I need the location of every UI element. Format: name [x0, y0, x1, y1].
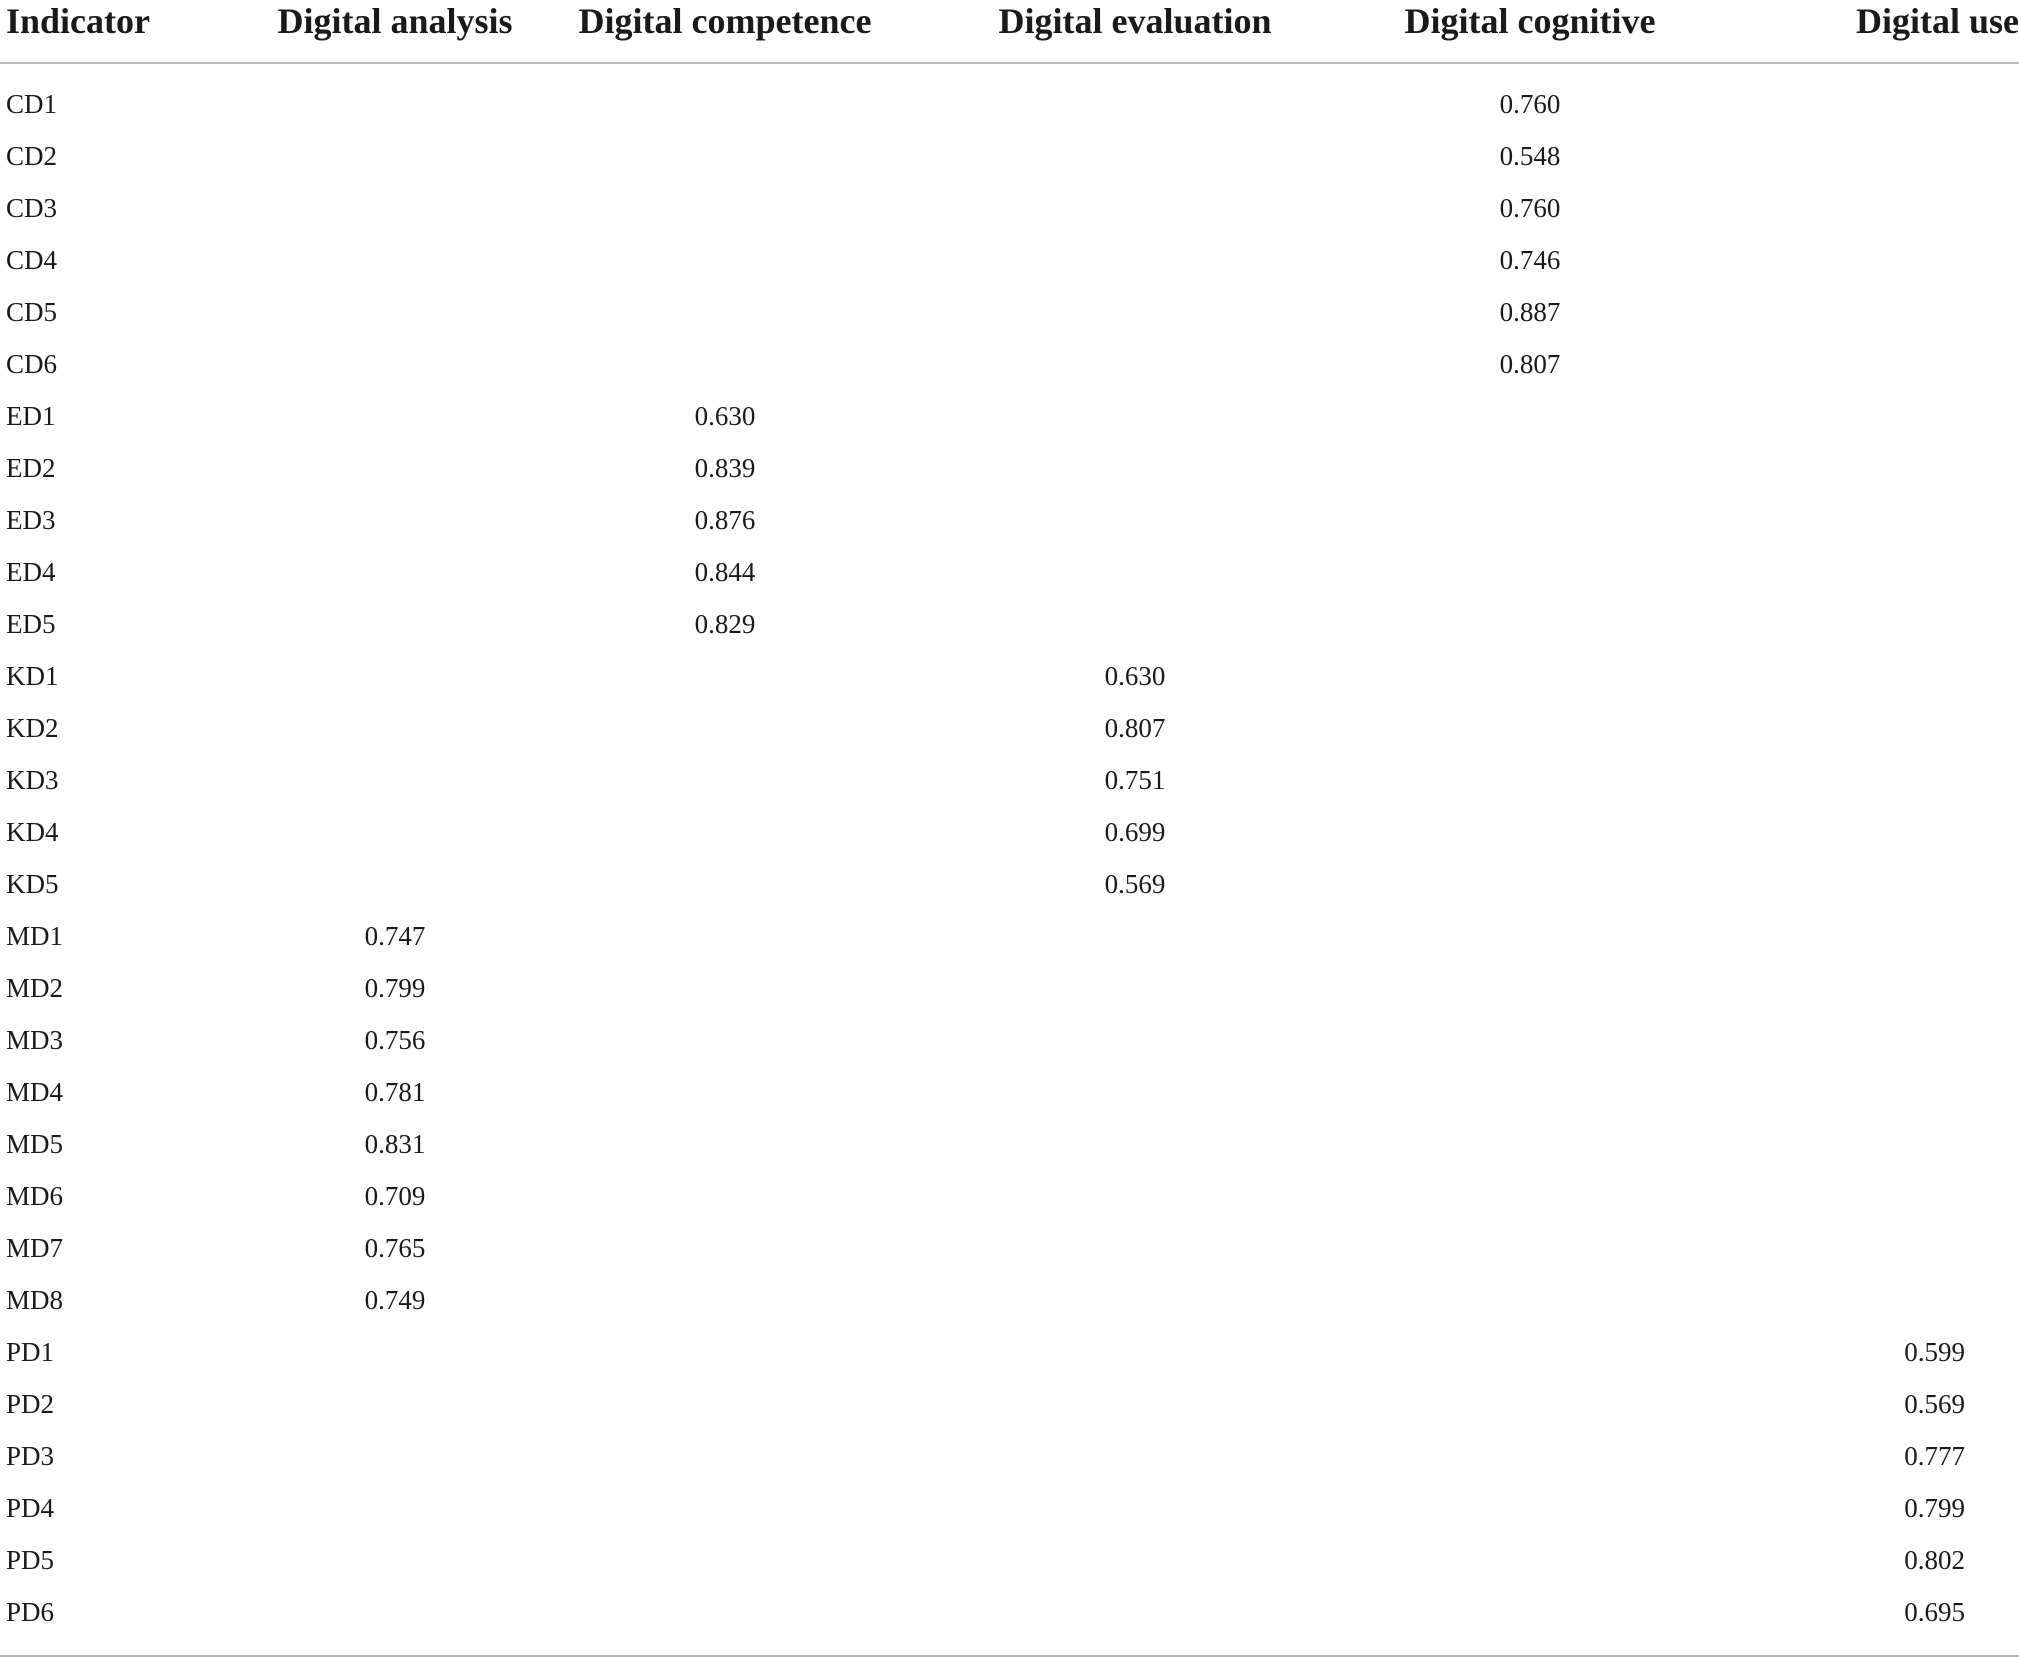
loading-cell	[930, 1014, 1340, 1066]
loading-cell	[270, 338, 520, 390]
indicator-cell: MD4	[6, 1077, 64, 1107]
loading-cell	[1720, 702, 2019, 754]
loading-cell	[270, 1326, 520, 1378]
table-row	[0, 442, 2019, 494]
loading-cell	[520, 338, 930, 390]
loading-cell	[930, 1066, 1340, 1118]
table-row	[0, 1222, 2019, 1274]
table-row	[0, 806, 2019, 858]
loading-cell	[1340, 910, 1720, 962]
loading-cell: 0.630	[1104, 661, 1166, 691]
loading-cell	[1340, 1066, 1720, 1118]
indicator-cell: MD5	[6, 1129, 64, 1159]
table-row	[0, 1534, 2019, 1586]
table-bottom-rule	[0, 1655, 2019, 1657]
loading-cell	[520, 806, 930, 858]
loading-cell	[270, 182, 520, 234]
loading-cell	[520, 1326, 930, 1378]
table-row	[0, 546, 2019, 598]
indicator-cell: ED1	[6, 401, 56, 431]
loading-cell: 0.709	[364, 1181, 426, 1211]
loading-cell	[930, 962, 1340, 1014]
loading-cell	[1340, 598, 1720, 650]
loading-cell	[270, 63, 520, 130]
loading-cell	[1720, 598, 2019, 650]
loading-cell	[930, 910, 1340, 962]
loading-cell	[270, 1586, 520, 1652]
loading-cell	[520, 1378, 930, 1430]
loading-cell	[930, 494, 1340, 546]
loading-cell	[1340, 1274, 1720, 1326]
loading-cell	[1340, 494, 1720, 546]
loading-cell	[1720, 63, 2019, 130]
table-row	[0, 1014, 2019, 1066]
indicator-cell: MD3	[6, 1025, 64, 1055]
header-indicator: Indicator	[0, 0, 270, 63]
loading-cell	[1720, 806, 2019, 858]
indicator-cell: ED3	[6, 505, 56, 535]
loading-cell: 0.831	[364, 1129, 426, 1159]
indicator-cell: ED2	[6, 453, 56, 483]
loading-cell	[930, 234, 1340, 286]
loading-cell	[1340, 1118, 1720, 1170]
indicator-cell: KD3	[6, 765, 59, 795]
loading-cell: 0.829	[694, 609, 756, 639]
table-row	[0, 494, 2019, 546]
loading-cell	[270, 702, 520, 754]
loading-cell	[520, 130, 930, 182]
indicator-cell: PD5	[6, 1545, 55, 1575]
loading-cell	[930, 1482, 1340, 1534]
loading-cell	[520, 286, 930, 338]
loading-cell	[270, 234, 520, 286]
indicator-cell: KD2	[6, 713, 59, 743]
loading-cell: 0.777	[1904, 1441, 1965, 1471]
header-digital-evaluation: Digital evaluation	[930, 0, 1340, 63]
loading-cell	[520, 1430, 930, 1482]
indicator-cell: KD4	[6, 817, 59, 847]
loading-cell	[1340, 1014, 1720, 1066]
indicator-cell: MD6	[6, 1181, 64, 1211]
loading-cell	[520, 1222, 930, 1274]
loading-cell: 0.799	[364, 973, 426, 1003]
loading-cell	[930, 1222, 1340, 1274]
loading-cell	[930, 1326, 1340, 1378]
loading-cell	[1720, 130, 2019, 182]
loading-cell	[1720, 286, 2019, 338]
loading-cell	[930, 338, 1340, 390]
indicator-cell: MD8	[6, 1285, 64, 1315]
table-row	[0, 650, 2019, 702]
loading-cell	[930, 390, 1340, 442]
loading-cell	[1720, 546, 2019, 598]
loading-cell	[270, 1430, 520, 1482]
loading-cell	[930, 130, 1340, 182]
loading-cell	[1720, 494, 2019, 546]
loading-cell: 0.749	[364, 1285, 426, 1315]
loading-cell	[930, 63, 1340, 130]
loading-cell	[930, 1170, 1340, 1222]
loading-cell	[1340, 754, 1720, 806]
table-row	[0, 702, 2019, 754]
indicator-cell: PD4	[6, 1493, 55, 1523]
header-digital-competence: Digital competence	[520, 0, 930, 63]
loading-cell	[1340, 1586, 1720, 1652]
table-row	[0, 182, 2019, 234]
loading-cell	[1340, 1326, 1720, 1378]
loading-cell: 0.751	[1104, 765, 1166, 795]
loading-cell	[270, 806, 520, 858]
table-row	[0, 234, 2019, 286]
loading-cell	[270, 650, 520, 702]
loading-cell: 0.695	[1904, 1597, 1965, 1627]
loading-cell: 0.887	[1499, 297, 1561, 327]
table-row	[0, 1430, 2019, 1482]
table-row	[0, 1326, 2019, 1378]
loading-cell	[1340, 442, 1720, 494]
loading-cell	[930, 1118, 1340, 1170]
indicator-cell: MD1	[6, 921, 64, 951]
table-row	[0, 910, 2019, 962]
loading-cell	[520, 63, 930, 130]
loading-cell	[520, 1534, 930, 1586]
loading-cell	[270, 598, 520, 650]
table-row	[0, 754, 2019, 806]
loading-cell	[1340, 1378, 1720, 1430]
loading-cell	[270, 390, 520, 442]
loading-cell	[520, 754, 930, 806]
loading-cell	[1720, 1222, 2019, 1274]
table-row	[0, 962, 2019, 1014]
loading-cell	[1340, 858, 1720, 910]
loading-cell	[1340, 702, 1720, 754]
loading-cell	[1720, 910, 2019, 962]
loading-cell	[520, 1274, 930, 1326]
loading-cell	[1720, 962, 2019, 1014]
loading-cell	[1720, 234, 2019, 286]
loading-cell: 0.747	[364, 921, 426, 951]
table-row	[0, 286, 2019, 338]
loading-cell	[520, 1586, 930, 1652]
loading-cell	[1340, 1482, 1720, 1534]
loading-cell	[520, 910, 930, 962]
loading-cell	[270, 442, 520, 494]
table-body	[0, 63, 2019, 1652]
loading-cell	[520, 1118, 930, 1170]
loading-cell: 0.569	[1904, 1389, 1965, 1419]
indicator-cell: ED4	[6, 557, 56, 587]
loading-cell	[270, 546, 520, 598]
table-row	[0, 1274, 2019, 1326]
table-header	[0, 0, 2019, 63]
loading-cell	[1340, 546, 1720, 598]
table-row	[0, 1170, 2019, 1222]
loading-cell	[930, 1430, 1340, 1482]
loading-cell	[520, 650, 930, 702]
table-row	[0, 1118, 2019, 1170]
indicator-cell: PD1	[6, 1337, 55, 1367]
loading-cell	[270, 1534, 520, 1586]
loading-cell: 0.699	[1104, 817, 1166, 847]
loading-cell	[270, 1482, 520, 1534]
loading-cell	[1340, 1534, 1720, 1586]
indicator-cell: CD4	[6, 245, 58, 275]
loading-cell	[1720, 1066, 2019, 1118]
loading-cell	[1340, 1222, 1720, 1274]
table-row	[0, 338, 2019, 390]
table-row	[0, 1378, 2019, 1430]
indicator-cell: CD2	[6, 141, 58, 171]
indicator-cell: MD2	[6, 973, 64, 1003]
loading-cell: 0.599	[1904, 1337, 1965, 1367]
loading-cell	[1720, 1014, 2019, 1066]
loading-cell: 0.802	[1904, 1545, 1965, 1575]
header-digital-analysis: Digital analysis	[270, 0, 520, 63]
table-row	[0, 390, 2019, 442]
loading-cell	[520, 962, 930, 1014]
loading-cell	[270, 286, 520, 338]
loading-cell	[1720, 182, 2019, 234]
loading-cell	[1720, 754, 2019, 806]
indicator-cell: CD6	[6, 349, 58, 379]
loading-cell	[1340, 962, 1720, 1014]
header-digital-use: Digital use	[1720, 0, 2019, 63]
loading-cell	[930, 182, 1340, 234]
indicator-cell: KD1	[6, 661, 59, 691]
loading-cell	[1720, 442, 2019, 494]
indicator-cell: ED5	[6, 609, 56, 639]
indicator-cell: CD5	[6, 297, 58, 327]
loading-cell	[520, 1170, 930, 1222]
loading-cell	[930, 546, 1340, 598]
loading-cell: 0.548	[1499, 141, 1561, 171]
indicator-cell: KD5	[6, 869, 59, 899]
loading-cell: 0.876	[694, 505, 756, 535]
loading-cell	[520, 1066, 930, 1118]
loading-cell	[1720, 390, 2019, 442]
table-row	[0, 1482, 2019, 1534]
loading-cell	[930, 1274, 1340, 1326]
indicator-cell: PD2	[6, 1389, 55, 1419]
loading-cell	[270, 494, 520, 546]
table-row	[0, 130, 2019, 182]
indicator-cell: PD3	[6, 1441, 55, 1471]
loading-cell	[1340, 650, 1720, 702]
loading-cell	[1720, 1274, 2019, 1326]
loading-cell	[270, 130, 520, 182]
loading-cell: 0.756	[364, 1025, 426, 1055]
loading-cell	[520, 182, 930, 234]
loading-cell	[520, 858, 930, 910]
indicator-cell: PD6	[6, 1597, 55, 1627]
loading-cell	[520, 234, 930, 286]
loading-cell	[1340, 1430, 1720, 1482]
loading-cell: 0.807	[1104, 713, 1166, 743]
table-row	[0, 63, 2019, 130]
loading-cell	[930, 1534, 1340, 1586]
loading-cell: 0.844	[694, 557, 756, 587]
table-row	[0, 598, 2019, 650]
loading-cell	[930, 1378, 1340, 1430]
indicator-cell: MD7	[6, 1233, 64, 1263]
indicator-cell: CD1	[6, 89, 58, 119]
loading-cell	[930, 442, 1340, 494]
loading-cell	[1340, 390, 1720, 442]
loading-cell	[1340, 1170, 1720, 1222]
loading-cell	[270, 1378, 520, 1430]
table-row	[0, 858, 2019, 910]
loading-cell: 0.781	[364, 1077, 426, 1107]
loading-cell: 0.569	[1104, 869, 1166, 899]
loading-cell	[1720, 1170, 2019, 1222]
header-row	[0, 0, 2019, 63]
loading-cell: 0.807	[1499, 349, 1561, 379]
table-row	[0, 1586, 2019, 1652]
loading-cell	[1720, 338, 2019, 390]
loading-cell	[930, 598, 1340, 650]
loading-cell	[520, 702, 930, 754]
loading-cell	[270, 754, 520, 806]
indicator-cell: CD3	[6, 193, 58, 223]
loading-cell	[1720, 650, 2019, 702]
loading-cell: 0.760	[1499, 193, 1561, 223]
loading-cell	[1720, 1118, 2019, 1170]
loading-cell: 0.746	[1499, 245, 1561, 275]
loading-cell	[930, 1586, 1340, 1652]
loading-cell	[1720, 858, 2019, 910]
loading-cell: 0.765	[364, 1233, 426, 1263]
loading-cell: 0.760	[1499, 89, 1561, 119]
table-row	[0, 1066, 2019, 1118]
header-digital-cognitive: Digital cognitive	[1340, 0, 1720, 63]
loading-cell	[270, 858, 520, 910]
loading-cell	[930, 286, 1340, 338]
loading-cell: 0.799	[1904, 1493, 1965, 1523]
loading-cell	[1340, 806, 1720, 858]
loading-cell	[520, 1014, 930, 1066]
loading-cell	[520, 1482, 930, 1534]
loading-cell: 0.839	[694, 453, 756, 483]
loading-cell: 0.630	[694, 401, 756, 431]
